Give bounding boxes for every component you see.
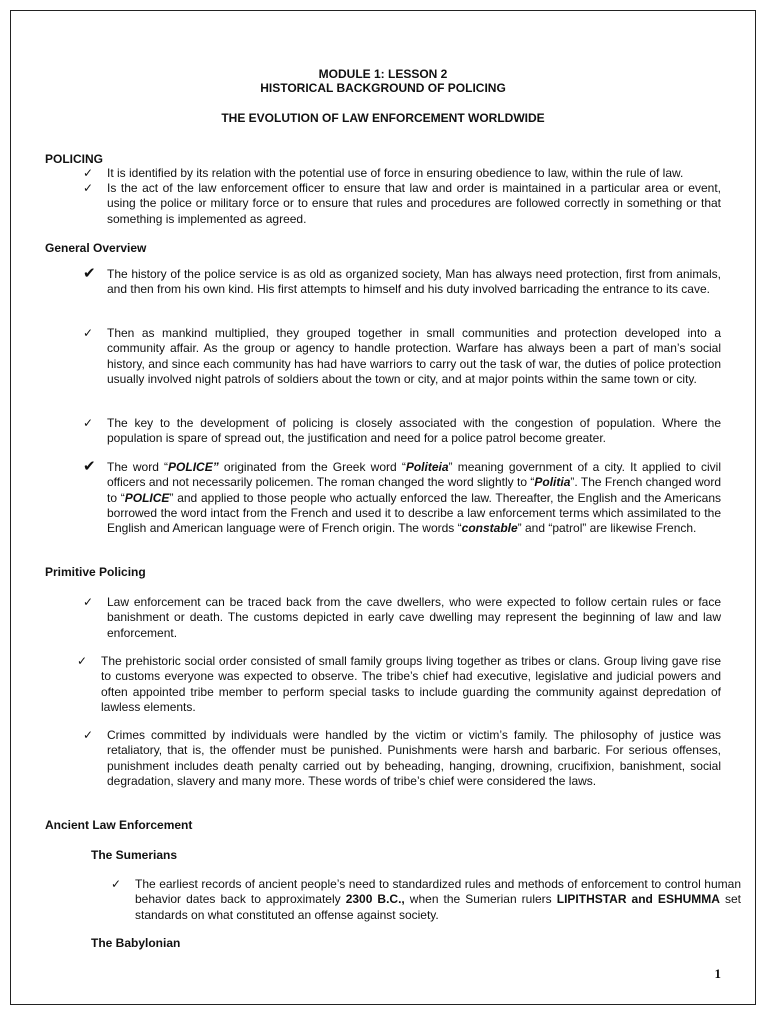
check-icon: ✔ (83, 265, 96, 282)
lesson-title: HISTORICAL BACKGROUND OF POLICING (260, 81, 506, 95)
module-title: MODULE 1: LESSON 2 (318, 67, 448, 81)
section-heading-general-overview: General Overview (45, 241, 147, 255)
check-icon: ✓ (83, 166, 94, 180)
list-item: ✓ Crimes committed by individuals were handled by the victim or victim’s family. The philosophy of justice was retaliatory, that is, the offender must be punished. Punishments were harsh and barbaric. For serious offenses, punishment includes death penalty carried out by beheading, hanging, drowning, crucifixion, banishment, social degradation, slavery and many more. These words of tribe’s chief were considered the laws. (83, 728, 721, 788)
list-item: ✓ The prehistoric social order consisted of small family groups living together as tribes or clans. Group living gave rise to customs everyone was expected to observe. The tribe’s chief had executive, legislative and judicial powers and often appointed tribe member to perform special tasks to include guarding the community against depredation of lawless elements. (77, 654, 721, 714)
list-item: ✔ The history of the police service is as old as organized society, Man has always need protection, first from animals, and then from his own kind. His first attempts to himself and his duty involved barricading the entrance to its cave. (83, 265, 721, 297)
check-icon: ✔ (83, 458, 96, 475)
check-icon: ✓ (83, 728, 94, 742)
list-item: ✓ Then as mankind multiplied, they grouped together in small communities and protection developed into a community affair. As the group or agency to handle protection. Warfare has always been a part of man’s social history, and since each community has had have warriors to carry out the task of war, the duties of police protection usually involved night patrols of soldiers about the town or city, and at major points within the same town or city. (83, 326, 721, 386)
check-icon: ✓ (77, 654, 88, 668)
list-item: ✓ Law enforcement can be traced back from the cave dwellers, who were expected to follow certain rules or face banishment or death. The customs depicted in early cave dwelling may represent the beginning of law and law enforcement. (83, 595, 721, 640)
section-heading-ancient-law-enforcement: Ancient Law Enforcement (45, 818, 193, 832)
main-heading: THE EVOLUTION OF LAW ENFORCEMENT WORLDWIDE (221, 111, 545, 125)
list-item-sumerians: ✓ The earliest records of ancient people’s need to standardized rules and methods of enforcement to control human behavior dates back to approximately 2300 B.C., when the Sumerian rulers LIPITHSTAR and ESHUMMA set standards on what constituted an offense against society. (111, 877, 741, 922)
check-icon: ✓ (83, 416, 94, 430)
document-page (10, 10, 756, 1005)
list-item: ✓ It is identified by its relation with the potential use of force in ensuring obedience to law, within the rule of law. (83, 166, 684, 180)
list-item: ✓ The key to the development of policing is closely associated with the congestion of population. Where the population is spare of spread out, the justification and need for a police patrol become greater. (83, 416, 721, 446)
check-icon: ✓ (83, 595, 94, 609)
list-item-police-etymology: ✔ The word “POLICE” originated from the Greek word “Politeia” meaning government of a city. It applied to civil officers and not necessarily policemen. The roman changed the word slightly to “Politia”. The French changed word to “POLICE” and applied to those people who actually enforced the law. Thereafter, the English and the Americans borrowed the word intact from the French and used it to describe a law enforcement terms which assimilated to the English and American language were of French origin. The words “constable” and “patrol” are likewise French. (83, 458, 722, 536)
check-icon: ✓ (83, 326, 94, 340)
subheading-sumerians: The Sumerians (91, 848, 178, 862)
subheading-babylonian: The Babylonian (91, 936, 181, 950)
section-heading-primitive-policing: Primitive Policing (45, 565, 146, 579)
check-icon: ✓ (83, 181, 94, 195)
list-item: ✓ Is the act of the law enforcement officer to ensure that law and order is maintained in a particular area or event, using the police or military force or to ensure that rules and procedures are followed correctly in something or that something is implemented as agreed. (83, 181, 721, 226)
page-number: 1 (714, 966, 721, 981)
section-heading-policing: POLICING (45, 152, 104, 166)
check-icon: ✓ (111, 877, 122, 891)
